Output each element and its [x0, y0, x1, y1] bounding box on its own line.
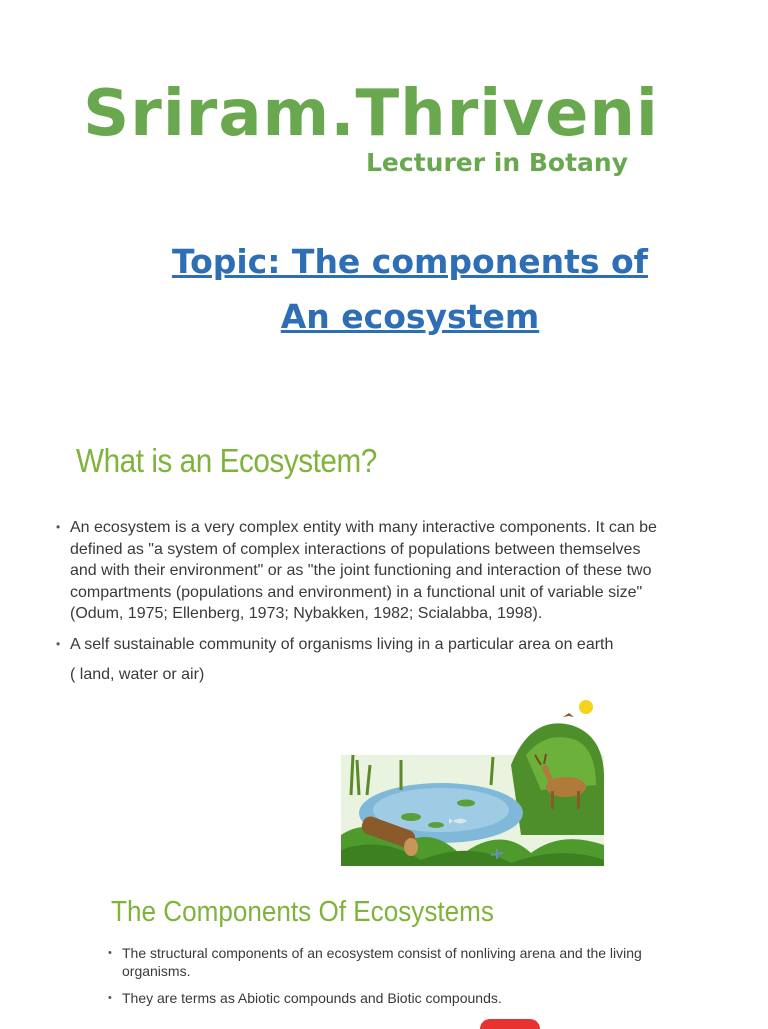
slide2-bullet-list — [108, 944, 668, 1016]
list-item — [108, 989, 668, 1007]
bullet-text-community: A self sustainable community of organisms living in a particular area on earth — [70, 635, 614, 653]
bullet-icon: • — [56, 520, 61, 534]
bullet-text-habitats: ( land, water or air) — [70, 666, 205, 683]
bullet-text-abiotic-biotic: They are terms as Abiotic compounds and Biotic compounds. — [122, 990, 502, 1006]
list-item — [56, 634, 666, 686]
topic-title — [160, 234, 660, 344]
bullet-text-definition: An ecosystem is a very complex entity with many interactive components. It can be defined as "a system of complex interactions of populations between themselves and with their environment" or as "the joint functioning and interaction of these two compartments (populations and environment) in a functional unit of variable size" (Odum, 1975; Ellenberg, 1973; Nybakken, 1982; Scialabba, 1998). — [70, 519, 657, 622]
list-item — [108, 944, 668, 980]
bullet-icon: • — [108, 947, 112, 959]
topic-line-2: An ecosystem — [280, 297, 540, 336]
ecosystem-illustration — [341, 695, 604, 866]
bullet-icon: • — [108, 992, 112, 1004]
red-tab-decoration — [480, 1019, 540, 1029]
author-name: Sriram.Thriveni — [83, 77, 659, 151]
slide-heading-what-is-ecosystem: What is an Ecosystem? — [76, 442, 377, 479]
sun-icon — [579, 700, 593, 714]
bullet-icon: • — [56, 636, 61, 651]
list-item — [56, 517, 666, 625]
slide-heading-components: The Components Of Ecosystems — [111, 896, 494, 928]
topic-line-1: Topic: The components of — [171, 242, 649, 281]
bullet-text-structural: The structural components of an ecosystem consist of nonliving arena and the living organisms. — [122, 945, 642, 979]
slide1-bullet-list — [56, 517, 666, 695]
author-role: Lecturer in Botany — [366, 148, 628, 177]
